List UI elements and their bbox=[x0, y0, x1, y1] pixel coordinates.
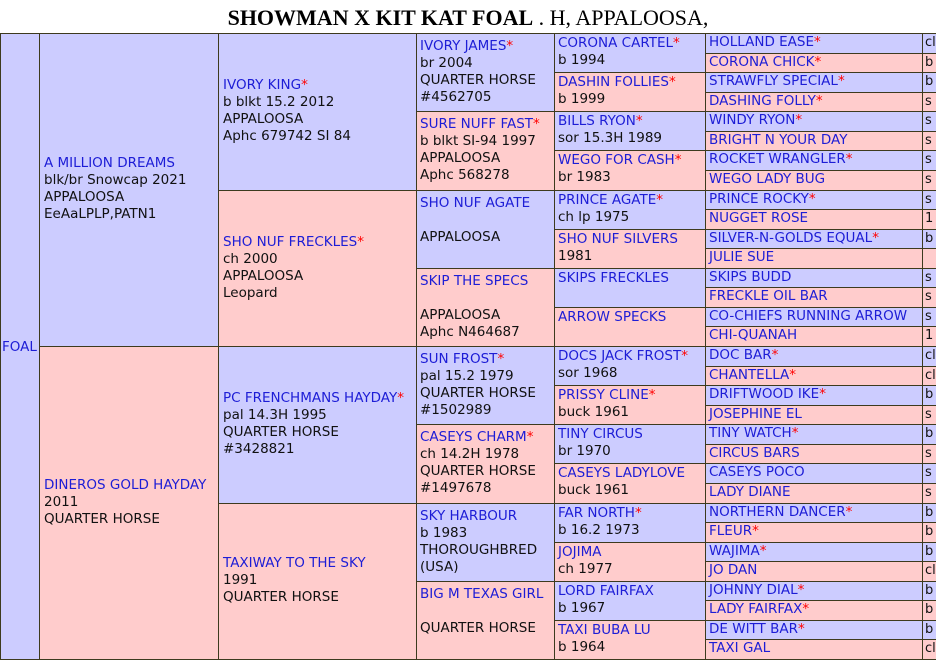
gen4-horse-cell bbox=[554, 346, 707, 386]
horse-name-link[interactable]: FLEUR bbox=[709, 523, 753, 539]
horse-name-link[interactable]: SURE NUFF FAST bbox=[420, 116, 534, 132]
horse-name-link[interactable]: STRAWFLY SPECIAL bbox=[709, 73, 838, 89]
offspring-star-icon: * bbox=[357, 234, 364, 250]
offspring-star-icon: * bbox=[789, 367, 797, 383]
offspring-star-icon: * bbox=[673, 35, 680, 51]
offspring-star-icon: * bbox=[814, 54, 822, 70]
horse-detail: br 1983 bbox=[558, 169, 611, 185]
horse-detail: br 2004 bbox=[420, 55, 473, 71]
gen6-clipped-cell: s bbox=[922, 150, 936, 171]
horse-detail: #1497678 bbox=[420, 480, 492, 496]
horse-name-link[interactable]: ARROW SPECKS bbox=[558, 309, 667, 325]
horse-name-link[interactable]: NORTHERN DANCER bbox=[709, 504, 846, 520]
horse-name-link[interactable]: SUN FROST bbox=[420, 351, 498, 367]
horse-name-link[interactable]: CO-CHIEFS RUNNING ARROW bbox=[709, 308, 908, 324]
horse-name-link[interactable]: BILLS RYON bbox=[558, 113, 636, 129]
gen5-horse-cell bbox=[705, 131, 924, 151]
horse-detail: b blkt 15.2 2012 bbox=[223, 94, 335, 110]
horse-name-link[interactable]: ROCKET WRANGLER bbox=[709, 151, 846, 167]
gen5-horse-cell bbox=[705, 229, 924, 249]
horse-detail bbox=[420, 290, 552, 307]
gen6-clipped-cell: s bbox=[922, 444, 936, 464]
offspring-star-icon: * bbox=[759, 543, 767, 559]
horse-name-link[interactable]: DE WITT BAR bbox=[709, 621, 798, 637]
horse-detail: buck 1961 bbox=[558, 482, 630, 498]
horse-detail: ch 14.2H 1978 bbox=[420, 446, 520, 462]
gen4-horse-cell bbox=[554, 542, 707, 582]
gen5-horse-cell bbox=[705, 268, 924, 288]
offspring-star-icon: * bbox=[802, 601, 810, 617]
horse-detail: 1991 bbox=[223, 572, 258, 588]
horse-name-link[interactable]: IVORY KING bbox=[223, 77, 302, 93]
gen5-horse-cell bbox=[705, 346, 924, 367]
offspring-star-icon: * bbox=[681, 348, 688, 364]
gen3-horse-cell bbox=[416, 111, 556, 191]
horse-detail: ch lp 1975 bbox=[558, 209, 630, 225]
offspring-star-icon: * bbox=[872, 230, 879, 246]
offspring-star-icon: * bbox=[301, 77, 308, 93]
horse-name-link[interactable]: SHO NUF SILVERS bbox=[558, 231, 678, 247]
gen3-horse-cell bbox=[416, 268, 556, 347]
gen6-clipped-cell: cl bbox=[922, 561, 936, 582]
gen5-horse-cell bbox=[705, 72, 924, 93]
horse-detail: b blkt SI-94 1997 bbox=[420, 133, 536, 149]
gen6-clipped-cell: s bbox=[922, 307, 936, 327]
gen3-horse-cell bbox=[416, 503, 556, 582]
gen4-horse-cell bbox=[554, 190, 707, 230]
offspring-star-icon: * bbox=[808, 191, 816, 207]
gen2-horse-cell bbox=[218, 346, 418, 504]
horse-name-link[interactable]: BIG M TEXAS GIRL bbox=[420, 586, 544, 602]
horse-name-link[interactable]: SHO NUF FRECKLES bbox=[223, 234, 358, 250]
horse-name-link[interactable]: SILVER-N-GOLDS EQUAL bbox=[709, 230, 873, 246]
horse-name-link[interactable]: NUGGET ROSE bbox=[709, 210, 809, 226]
horse-detail: APPALOOSA bbox=[223, 111, 304, 127]
horse-detail: #4562705 bbox=[420, 89, 492, 105]
horse-detail: QUARTER HORSE bbox=[420, 385, 536, 401]
horse-name-link[interactable]: CASEYS POCO bbox=[709, 464, 805, 480]
horse-detail bbox=[420, 212, 552, 229]
gen6-clipped-cell: s bbox=[922, 131, 936, 151]
gen6-clipped-cell: 1 bbox=[922, 209, 936, 230]
gen6-clipped-cell: s bbox=[922, 111, 936, 132]
horse-name-link[interactable]: DOC BAR bbox=[709, 347, 772, 363]
offspring-star-icon: * bbox=[635, 113, 643, 129]
horse-name-link[interactable]: CASEYS LADYLOVE bbox=[558, 465, 686, 481]
gen4-horse-cell bbox=[554, 268, 707, 308]
gen5-horse-cell bbox=[705, 307, 924, 327]
offspring-star-icon: * bbox=[837, 73, 845, 89]
gen4-horse-cell bbox=[554, 503, 707, 543]
gen5-horse-cell bbox=[705, 385, 924, 406]
gen5-horse-cell bbox=[705, 620, 924, 640]
horse-detail: pal 14.3H 1995 bbox=[223, 407, 327, 423]
horse-detail: br 1970 bbox=[558, 443, 611, 459]
horse-name-link[interactable]: WAJIMA bbox=[709, 543, 760, 559]
gen5-horse-cell bbox=[705, 405, 924, 425]
gen4-horse-cell bbox=[554, 581, 707, 621]
horse-detail: QUARTER HORSE bbox=[420, 620, 536, 636]
horse-name-link[interactable]: IVORY JAMES bbox=[420, 38, 507, 54]
horse-detail: 2011 bbox=[44, 494, 79, 510]
horse-name-link[interactable]: PC FRENCHMANS HAYDAY bbox=[223, 390, 398, 406]
horse-name-link[interactable]: PRINCE AGATE bbox=[558, 192, 657, 208]
gen6-clipped-cell: b bbox=[922, 72, 936, 93]
offspring-star-icon: * bbox=[648, 387, 656, 403]
horse-name-link[interactable]: JOJIMA bbox=[558, 544, 602, 560]
horse-detail: b 16.2 1973 bbox=[558, 522, 640, 538]
gen6-clipped-cell: s bbox=[922, 92, 936, 112]
horse-detail: pal 15.2 1979 bbox=[420, 368, 514, 384]
gen5-horse-cell bbox=[705, 287, 924, 308]
offspring-star-icon: * bbox=[497, 351, 505, 367]
gen5-horse-cell bbox=[705, 170, 924, 191]
gen6-clipped-cell: 1 bbox=[922, 326, 936, 347]
horse-name-link[interactable]: SHO NUF AGATE bbox=[420, 195, 531, 211]
horse-detail: QUARTER HORSE bbox=[223, 589, 339, 605]
gen3-horse-cell bbox=[416, 33, 556, 112]
horse-name-link[interactable]: JOSEPHINE EL bbox=[709, 406, 802, 422]
horse-name-link[interactable]: WEGO FOR CASH bbox=[558, 152, 675, 168]
horse-name-link[interactable]: HOLLAND EASE bbox=[709, 34, 815, 50]
horse-detail: ch 2000 bbox=[223, 251, 278, 267]
gen6-clipped-cell: cl bbox=[922, 33, 936, 54]
offspring-star-icon: * bbox=[814, 34, 821, 50]
gen6-clipped-cell: s bbox=[922, 170, 936, 191]
horse-name-link[interactable]: DINEROS GOLD HAYDAY bbox=[44, 477, 207, 493]
gen6-clipped-cell: b bbox=[922, 424, 936, 445]
offspring-star-icon: * bbox=[526, 429, 534, 445]
gen2-horse-cell bbox=[218, 33, 418, 191]
offspring-star-icon: * bbox=[771, 347, 779, 363]
gen6-clipped-cell: b bbox=[922, 542, 936, 562]
gen5-horse-cell bbox=[705, 111, 924, 132]
horse-name-link[interactable]: CIRCUS BARS bbox=[709, 445, 800, 461]
offspring-star-icon: * bbox=[795, 112, 803, 128]
gen3-horse-cell bbox=[416, 424, 556, 504]
horse-name-link[interactable]: TAXI GAL bbox=[709, 640, 771, 656]
gen4-horse-cell bbox=[554, 111, 707, 151]
gen4-horse-cell bbox=[554, 307, 707, 347]
gen4-horse-cell bbox=[554, 385, 707, 425]
horse-name-link[interactable]: WEGO LADY BUG bbox=[709, 171, 826, 187]
subject-label[interactable]: FOAL bbox=[2, 339, 37, 355]
gen6-clipped-cell: s bbox=[922, 287, 936, 308]
horse-detail: APPALOOSA bbox=[223, 268, 304, 284]
horse-detail: #1502989 bbox=[420, 402, 492, 418]
gen6-clipped-cell bbox=[922, 248, 936, 269]
offspring-star-icon: * bbox=[791, 425, 799, 441]
horse-detail: 1981 bbox=[558, 248, 593, 264]
gen5-horse-cell bbox=[705, 248, 924, 269]
gen5-horse-cell bbox=[705, 463, 924, 484]
horse-name-link[interactable]: CORONA CHICK bbox=[709, 54, 815, 70]
horse-name-link[interactable]: FRECKLE OIL BAR bbox=[709, 288, 828, 304]
horse-name-link[interactable]: CORONA CARTEL bbox=[558, 35, 674, 51]
horse-name-link[interactable]: TAXI BUBA LU bbox=[558, 622, 651, 638]
horse-detail: #3428821 bbox=[223, 441, 295, 457]
offspring-star-icon: * bbox=[533, 116, 540, 132]
gen6-clipped-cell: s bbox=[922, 405, 936, 425]
gen6-clipped-cell: s bbox=[922, 268, 936, 288]
horse-name-link[interactable]: DASHING FOLLY bbox=[709, 93, 816, 109]
gen5-horse-cell bbox=[705, 53, 924, 73]
horse-detail: QUARTER HORSE bbox=[44, 511, 160, 527]
horse-name-link[interactable]: JO DAN bbox=[709, 562, 758, 578]
gen1-sire-cell bbox=[39, 33, 220, 347]
gen1-dam-cell bbox=[39, 346, 220, 660]
gen5-horse-cell bbox=[705, 542, 924, 562]
gen6-clipped-cell: b bbox=[922, 503, 936, 523]
horse-name-link[interactable]: DOCS JACK FROST bbox=[558, 348, 682, 364]
gen5-horse-cell bbox=[705, 190, 924, 210]
horse-name-link[interactable]: FAR NORTH bbox=[558, 505, 635, 521]
gen2-horse-cell bbox=[218, 503, 418, 660]
page-title: SHOWMAN X KIT KAT FOAL . H, APPALOOSA, bbox=[227, 5, 709, 30]
gen5-horse-cell bbox=[705, 150, 924, 171]
gen6-clipped-cell: b bbox=[922, 581, 936, 601]
offspring-star-icon: * bbox=[797, 621, 805, 637]
horse-name-link[interactable]: CHI-QUANAH bbox=[709, 327, 798, 343]
horse-name-link[interactable]: CASEYS CHARM bbox=[420, 429, 527, 445]
offspring-star-icon: * bbox=[669, 74, 676, 90]
gen5-horse-cell bbox=[705, 209, 924, 230]
gen5-horse-cell bbox=[705, 639, 924, 660]
horse-detail bbox=[420, 603, 552, 620]
horse-detail: APPALOOSA bbox=[44, 189, 125, 205]
horse-detail: EeAaLPLP,PATN1 bbox=[44, 206, 157, 222]
gen6-clipped-cell: b bbox=[922, 53, 936, 73]
horse-name-link[interactable]: SKIP THE SPECS bbox=[420, 273, 529, 289]
offspring-star-icon: * bbox=[634, 505, 642, 521]
offspring-star-icon: * bbox=[506, 38, 514, 54]
gen4-horse-cell bbox=[554, 620, 707, 660]
horse-name-link[interactable]: CHANTELLA bbox=[709, 367, 790, 383]
gen6-clipped-cell: b bbox=[922, 229, 936, 249]
offspring-star-icon: * bbox=[845, 504, 853, 520]
horse-name-link[interactable]: SKIPS FRECKLES bbox=[558, 270, 669, 286]
offspring-star-icon: * bbox=[819, 386, 826, 402]
gen5-horse-cell bbox=[705, 561, 924, 582]
horse-detail: buck 1961 bbox=[558, 404, 630, 420]
horse-name-link[interactable]: JOHNNY DIAL bbox=[709, 582, 798, 598]
subject-foal-cell bbox=[0, 33, 40, 660]
horse-detail: APPALOOSA bbox=[420, 229, 501, 245]
horse-detail: QUARTER HORSE bbox=[420, 463, 536, 479]
offspring-star-icon: * bbox=[815, 93, 823, 109]
horse-detail: Aphc 568278 bbox=[420, 167, 510, 183]
horse-detail: (USA) bbox=[420, 559, 459, 575]
horse-name-link[interactable]: TINY WATCH bbox=[709, 425, 792, 441]
horse-detail: blk/br Snowcap 2021 bbox=[44, 172, 187, 188]
gen5-horse-cell bbox=[705, 581, 924, 601]
horse-detail: Aphc N464687 bbox=[420, 324, 520, 340]
horse-detail: QUARTER HORSE bbox=[223, 424, 339, 440]
gen4-horse-cell bbox=[554, 229, 707, 269]
gen4-horse-cell bbox=[554, 463, 707, 504]
gen5-horse-cell bbox=[705, 600, 924, 621]
gen5-horse-cell bbox=[705, 366, 924, 386]
horse-name-link[interactable]: SKY HARBOUR bbox=[420, 508, 518, 524]
offspring-star-icon: * bbox=[797, 582, 805, 598]
horse-detail: sor 15.3H 1989 bbox=[558, 130, 662, 146]
horse-name-link[interactable]: PRISSY CLINE bbox=[558, 387, 649, 403]
gen5-horse-cell bbox=[705, 522, 924, 543]
gen4-horse-cell bbox=[554, 33, 707, 73]
gen6-clipped-cell: cl bbox=[922, 346, 936, 367]
gen6-clipped-cell: s bbox=[922, 190, 936, 210]
horse-name-link[interactable]: A MILLION DREAMS bbox=[44, 155, 175, 171]
horse-name-link[interactable]: LADY DIANE bbox=[709, 484, 791, 500]
horse-name-link[interactable]: LORD FAIRFAX bbox=[558, 583, 654, 599]
horse-detail: THOROUGHBRED bbox=[420, 542, 538, 558]
horse-name-link[interactable]: PRINCE ROCKY bbox=[709, 191, 809, 207]
gen5-horse-cell bbox=[705, 483, 924, 504]
gen5-horse-cell bbox=[705, 33, 924, 54]
gen4-horse-cell bbox=[554, 424, 707, 464]
gen6-clipped-cell: b bbox=[922, 620, 936, 640]
horse-detail: QUARTER HORSE bbox=[420, 72, 536, 88]
horse-name-link[interactable]: BRIGHT N YOUR DAY bbox=[709, 132, 848, 148]
gen6-clipped-cell: cl bbox=[922, 366, 936, 386]
horse-name-link[interactable]: TINY CIRCUS bbox=[558, 426, 643, 442]
horse-detail: b 1964 bbox=[558, 639, 606, 655]
horse-detail: APPALOOSA bbox=[420, 150, 501, 166]
horse-name-link[interactable]: SKIPS BUDD bbox=[709, 269, 792, 285]
gen5-horse-cell bbox=[705, 444, 924, 464]
horse-detail: b 1999 bbox=[558, 91, 606, 107]
gen6-clipped-cell: b bbox=[922, 385, 936, 406]
offspring-star-icon: * bbox=[674, 152, 682, 168]
gen6-clipped-cell: b bbox=[922, 522, 936, 543]
horse-detail: Leopard bbox=[223, 285, 278, 301]
gen5-horse-cell bbox=[705, 326, 924, 347]
gen5-horse-cell bbox=[705, 92, 924, 112]
gen4-horse-cell bbox=[554, 72, 707, 112]
horse-detail: sor 1968 bbox=[558, 365, 618, 381]
gen6-clipped-cell: b bbox=[922, 600, 936, 621]
horse-name-link[interactable]: JULIE SUE bbox=[709, 249, 775, 265]
horse-name-link[interactable]: DRIFTWOOD IKE bbox=[709, 386, 820, 402]
horse-name-link[interactable]: TAXIWAY TO THE SKY bbox=[223, 555, 366, 571]
gen3-horse-cell bbox=[416, 581, 556, 660]
gen6-clipped-cell: cl bbox=[922, 639, 936, 660]
offspring-star-icon: * bbox=[397, 390, 404, 406]
gen2-horse-cell bbox=[218, 190, 418, 347]
gen6-clipped-cell: s bbox=[922, 483, 936, 504]
gen3-horse-cell bbox=[416, 346, 556, 425]
horse-name-link[interactable]: WINDY RYON bbox=[709, 112, 796, 128]
horse-detail: APPALOOSA bbox=[420, 307, 501, 323]
horse-detail: b 1967 bbox=[558, 600, 606, 616]
gen5-horse-cell bbox=[705, 503, 924, 523]
gen6-clipped-cell: s bbox=[922, 463, 936, 484]
offspring-star-icon: * bbox=[845, 151, 853, 167]
gen3-horse-cell bbox=[416, 190, 556, 269]
horse-detail: b 1994 bbox=[558, 52, 606, 68]
offspring-star-icon: * bbox=[656, 192, 664, 208]
gen5-horse-cell bbox=[705, 424, 924, 445]
offspring-star-icon: * bbox=[752, 523, 759, 539]
gen4-horse-cell bbox=[554, 150, 707, 191]
horse-name-link[interactable]: DASHIN FOLLIES bbox=[558, 74, 669, 90]
horse-name-link[interactable]: LADY FAIRFAX bbox=[709, 601, 803, 617]
horse-detail: Aphc 679742 SI 84 bbox=[223, 128, 351, 144]
horse-detail: ch 1977 bbox=[558, 561, 613, 577]
horse-detail: b 1983 bbox=[420, 525, 468, 541]
